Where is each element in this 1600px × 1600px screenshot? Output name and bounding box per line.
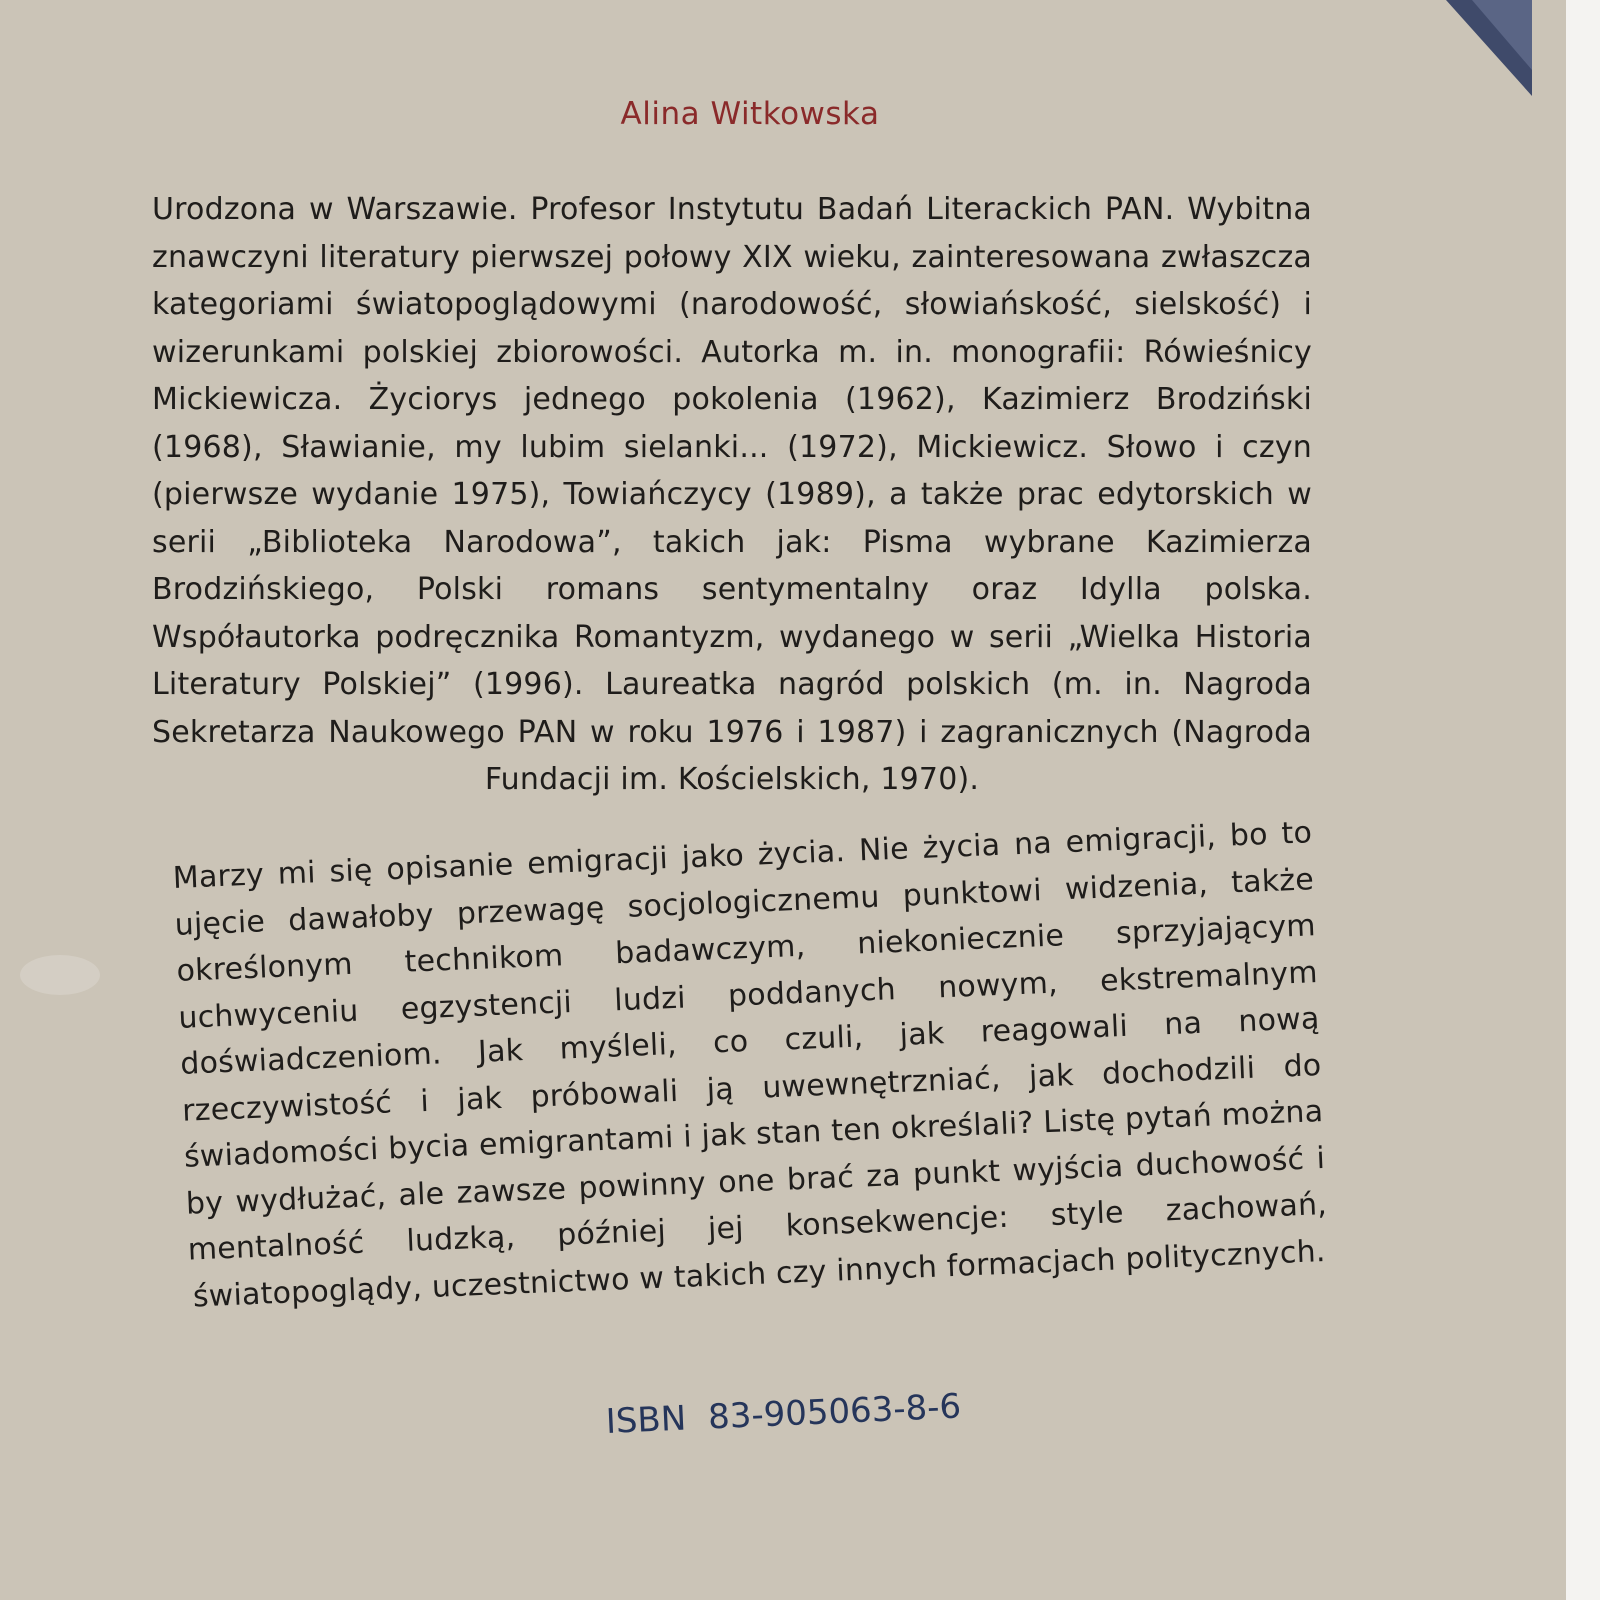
isbn xyxy=(605,1386,962,1441)
book-excerpt: Marzy mi się opisanie emigracji jako życia. Nie życia na emigracji, bo to ujęcie dawałoby przewagę socjologicznemu punktowi widzenia, także określonym technikom badawczym, niekoniecznie sprzyjającym uchwyceniu egzystencji ludzi poddanych nowym, ekstremalnym doświadczeniom. Jak myśleli, co czuli, jak reagowali na nową rzeczywistość i jak próbowali ją uwewnętrzniać, jak dochodzili do świadomości bycia emigrantami i jak stan ten określali? Listę pytań można by wydłużać, ale zawsze powinny one brać za punkt wyjścia duchowość i mentalność ludzką, później jej konsekwencje: style zachowań, światopoglądy, uczestnictwo w takich czy innych formacjach politycznych. xyxy=(172,815,1328,1314)
page-edge xyxy=(1566,0,1600,1600)
paper-smudge xyxy=(20,955,100,995)
isbn-label: ISBN xyxy=(605,1398,688,1442)
isbn-number: 83-905063-8-6 xyxy=(707,1386,962,1438)
author-name: Alina Witkowska xyxy=(620,96,880,132)
cover-corner-shade xyxy=(1472,0,1532,70)
author-biography: Urodzona w Warszawie. Profesor Instytutu Badań Literackich PAN. Wybitna znawczyni literatury pierwszej połowy XIX wieku, zainteresowana zwłaszcza kategoriami światopoglądowymi (narodowość, słowiańskość, sielskość) i wizerunkami polskiej zbiorowości. Autorka m. in. monografii: Rówieśnicy Mickiewicza. Życiorys jednego pokolenia (1962), Kazimierz Brodziński (1968), Sławianie, my lubim sielanki... (1972), Mickiewicz. Słowo i czyn (pierwsze wydanie 1975), Towiańczycy (1989), a także prac edytorskich w serii „Biblioteka Narodowa”, takich jak: Pisma wybrane Kazimierza Brodzińskiego, Polski romans sentymentalny oraz Idylla polska. Współautorka podręcznika Romantyzm, wydanego w serii „Wielka Historia Literatury Polskiej” (1996). Laureatka nagród polskich (m. in. Nagroda Sekretarza Naukowego PAN w roku 1976 i 1987) i zagranicznych (Nagroda Fundacji im. Kościelskich, 1970). xyxy=(152,192,1312,797)
